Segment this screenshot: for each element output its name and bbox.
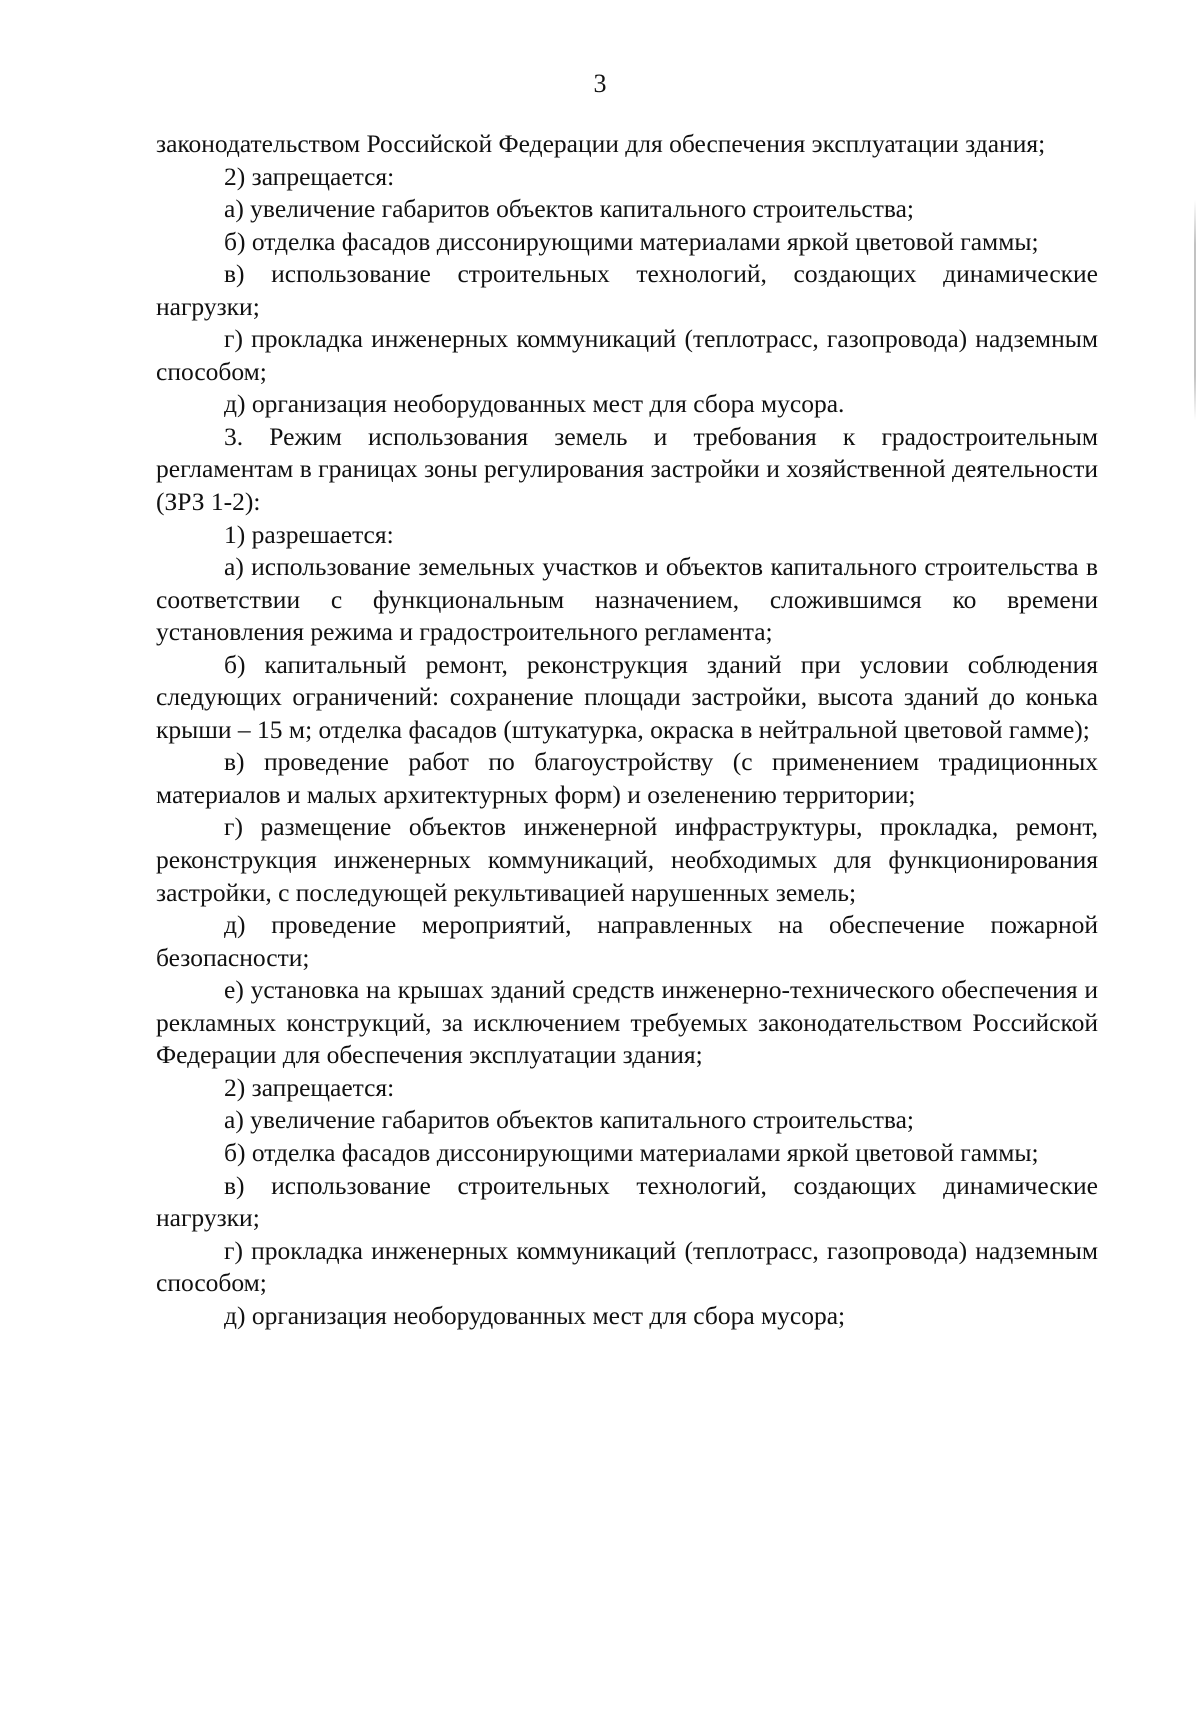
page-number: 3 [593,69,607,98]
paragraph: в) проведение работ по благоустройству (с применением традиционных материалов и малых архитектурных форм) и озеленению территории; [156,747,1098,809]
paragraph: 2) запрещается: [224,1072,395,1102]
paragraph: 2) запрещается: [224,161,395,191]
paragraph: д) организация необорудованных мест для сбора мусора; [224,1300,846,1330]
paragraph: е) установка на крышах зданий средств инженерно-технического обеспечения и рекламных конструкций, за исключением требуемых законодательством Российской Федерации для обеспечения эксплуатации здания; [156,975,1098,1070]
paragraph: 3. Режим использования земель и требования к градостроительным регламентам в границах зоны регулирования застройки и хозяйственной деятельности (ЗРЗ 1-2): [156,421,1098,517]
paragraph: д) организация необорудованных мест для сбора мусора. [224,389,845,419]
paragraph: г) прокладка инженерных коммуникаций (теплотрасс, газопровода) надземным способом; [156,324,1098,386]
paragraph: б) капитальный ремонт, реконструкция зданий при условии соблюдения следующих ограничений: сохранение площади застройки, высота зданий до конька крыши – 15 м; отделка фасадов (штукатурка, окраска в нейтральной цветовой гамме); [156,649,1098,744]
paragraph: а) использование земельных участков и объектов капитального строительства в соответствии с функциональным назначением, сложившимся ко времени установления режима и градостроительного регламента; [156,552,1098,647]
paragraph: а) увеличение габаритов объектов капитального строительства; [224,1105,914,1135]
paragraph: в) использование строительных технологий, создающих динамические нагрузки; [156,1170,1098,1233]
paragraph: д) проведение мероприятий, направленных на обеспечение пожарной безопасности; [156,910,1098,972]
paragraph: в) использование строительных технологий, создающих динамические нагрузки; [156,259,1098,321]
paragraph: 1) разрешается: [224,519,394,549]
paragraph: г) размещение объектов инженерной инфраструктуры, прокладка, ремонт, реконструкция инженерных коммуникаций, необходимых для функционирования застройки, с последующей рекультивацией нарушенных земель; [156,812,1098,907]
document-body [156,128,1098,1332]
paragraph: б) отделка фасадов диссонирующими материалами яркой цветовой гаммы; [224,1137,1039,1167]
paragraph: а) увеличение габаритов объектов капитального строительства; [224,194,914,224]
paragraph: г) прокладка инженерных коммуникаций (теплотрасс, газопровода) надземным способом; [156,1235,1098,1298]
paragraph: б) отделка фасадов диссонирующими материалами яркой цветовой гаммы; [224,226,1039,256]
paragraph: законодательством Российской Федерации для обеспечения эксплуатации здания; [156,129,1046,158]
scan-edge-shadow [1194,200,1196,420]
